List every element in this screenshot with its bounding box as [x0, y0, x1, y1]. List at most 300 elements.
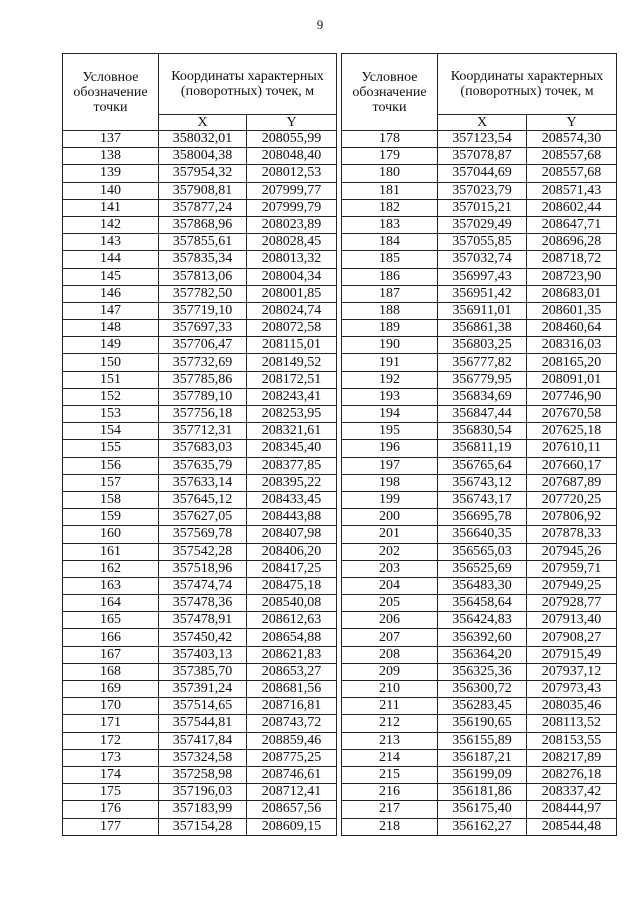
table-row: [342, 784, 617, 801]
point-number-cell: 187: [342, 285, 438, 302]
x-coordinate-cell: 356187,21: [438, 749, 527, 766]
point-number-cell: 141: [63, 199, 159, 216]
point-number-cell: 137: [63, 131, 159, 148]
point-number-cell: 138: [63, 148, 159, 165]
y-coordinate-cell: 208004,34: [247, 268, 337, 285]
y-coordinate-cell: 208276,18: [527, 766, 617, 783]
table-row: [342, 302, 617, 319]
point-number-cell: 190: [342, 337, 438, 354]
y-coordinate-cell: 208723,90: [527, 268, 617, 285]
y-coordinate-cell: 208072,58: [247, 320, 337, 337]
point-number-cell: 177: [63, 818, 159, 835]
header-x-label: X: [438, 115, 527, 131]
y-coordinate-cell: 208253,95: [247, 406, 337, 423]
y-coordinate-cell: 207806,92: [527, 509, 617, 526]
table-row: [342, 131, 617, 148]
table-row: [63, 629, 337, 646]
table-row: [63, 337, 337, 354]
y-coordinate-cell: 207687,89: [527, 474, 617, 491]
point-number-cell: 215: [342, 766, 438, 783]
y-coordinate-cell: 207913,40: [527, 612, 617, 629]
table-row: [63, 388, 337, 405]
point-number-cell: 173: [63, 749, 159, 766]
y-coordinate-cell: 208165,20: [527, 354, 617, 371]
point-number-cell: 147: [63, 302, 159, 319]
x-coordinate-cell: 356743,17: [438, 491, 527, 508]
x-coordinate-cell: 357542,28: [159, 543, 247, 560]
table-row: [63, 371, 337, 388]
table-row: [342, 629, 617, 646]
x-coordinate-cell: 356811,19: [438, 440, 527, 457]
table-row: [63, 440, 337, 457]
table-row: [63, 131, 337, 148]
table-row: [63, 406, 337, 423]
x-coordinate-cell: 357324,58: [159, 749, 247, 766]
table-row: [342, 388, 617, 405]
x-coordinate-cell: 356640,35: [438, 526, 527, 543]
point-number-cell: 209: [342, 663, 438, 680]
x-coordinate-cell: 357078,87: [438, 148, 527, 165]
y-coordinate-cell: 208683,01: [527, 285, 617, 302]
table-row: [342, 732, 617, 749]
y-coordinate-cell: 208775,25: [247, 749, 337, 766]
y-coordinate-cell: 208035,46: [527, 698, 617, 715]
point-number-cell: 159: [63, 509, 159, 526]
y-coordinate-cell: 208443,88: [247, 509, 337, 526]
point-number-cell: 157: [63, 474, 159, 491]
table-row: [63, 663, 337, 680]
y-coordinate-cell: 208657,56: [247, 801, 337, 818]
point-number-cell: 164: [63, 595, 159, 612]
point-number-cell: 185: [342, 251, 438, 268]
y-coordinate-cell: 208746,61: [247, 766, 337, 783]
table-row: [342, 646, 617, 663]
point-number-cell: 154: [63, 423, 159, 440]
point-number-cell: 149: [63, 337, 159, 354]
table-row: [342, 320, 617, 337]
y-coordinate-cell: 208115,01: [247, 337, 337, 354]
y-coordinate-cell: 208475,18: [247, 577, 337, 594]
y-coordinate-cell: 208716,81: [247, 698, 337, 715]
table-row: [63, 749, 337, 766]
table-row: [342, 251, 617, 268]
point-number-cell: 196: [342, 440, 438, 457]
point-number-cell: 207: [342, 629, 438, 646]
x-coordinate-cell: 357518,96: [159, 560, 247, 577]
point-number-cell: 198: [342, 474, 438, 491]
table-row: [342, 749, 617, 766]
x-coordinate-cell: 357569,78: [159, 526, 247, 543]
x-coordinate-cell: 357855,61: [159, 234, 247, 251]
header-y-label: Y: [527, 115, 617, 131]
x-coordinate-cell: 357183,99: [159, 801, 247, 818]
x-coordinate-cell: 357732,69: [159, 354, 247, 371]
table-row: [63, 148, 337, 165]
y-coordinate-cell: 208395,22: [247, 474, 337, 491]
point-number-cell: 205: [342, 595, 438, 612]
y-coordinate-cell: 207660,17: [527, 457, 617, 474]
y-coordinate-cell: 208712,41: [247, 784, 337, 801]
x-coordinate-cell: 357706,47: [159, 337, 247, 354]
y-coordinate-cell: 208321,61: [247, 423, 337, 440]
y-coordinate-cell: 208153,55: [527, 732, 617, 749]
point-number-cell: 193: [342, 388, 438, 405]
point-number-cell: 140: [63, 182, 159, 199]
point-number-cell: 203: [342, 560, 438, 577]
x-coordinate-cell: 357712,31: [159, 423, 247, 440]
x-coordinate-cell: 357782,50: [159, 285, 247, 302]
coordinates-table-right: [341, 53, 617, 836]
x-coordinate-cell: 356283,45: [438, 698, 527, 715]
x-coordinate-cell: 356830,54: [438, 423, 527, 440]
y-coordinate-cell: 208024,74: [247, 302, 337, 319]
table-row: [63, 423, 337, 440]
point-number-cell: 174: [63, 766, 159, 783]
point-number-cell: 197: [342, 457, 438, 474]
point-number-cell: 155: [63, 440, 159, 457]
x-coordinate-cell: 357417,84: [159, 732, 247, 749]
y-coordinate-cell: 207999,79: [247, 199, 337, 216]
y-coordinate-cell: 208718,72: [527, 251, 617, 268]
x-coordinate-cell: 357015,21: [438, 199, 527, 216]
table-row: [342, 457, 617, 474]
table-row: [63, 457, 337, 474]
x-coordinate-cell: 357627,05: [159, 509, 247, 526]
point-number-cell: 168: [63, 663, 159, 680]
x-coordinate-cell: 357044,69: [438, 165, 527, 182]
x-coordinate-cell: 356300,72: [438, 681, 527, 698]
x-coordinate-cell: 357544,81: [159, 715, 247, 732]
x-coordinate-cell: 356190,65: [438, 715, 527, 732]
point-number-cell: 201: [342, 526, 438, 543]
point-number-cell: 200: [342, 509, 438, 526]
table-row: [63, 285, 337, 302]
x-coordinate-cell: 356181,86: [438, 784, 527, 801]
x-coordinate-cell: 357258,98: [159, 766, 247, 783]
x-coordinate-cell: 357635,79: [159, 457, 247, 474]
table-row: [63, 681, 337, 698]
y-coordinate-cell: 208012,53: [247, 165, 337, 182]
x-coordinate-cell: 356803,25: [438, 337, 527, 354]
table-row: [63, 474, 337, 491]
y-coordinate-cell: 207949,25: [527, 577, 617, 594]
point-number-cell: 204: [342, 577, 438, 594]
y-coordinate-cell: 208149,52: [247, 354, 337, 371]
table-row: [342, 612, 617, 629]
point-number-cell: 208: [342, 646, 438, 663]
point-number-cell: 194: [342, 406, 438, 423]
x-coordinate-cell: 356199,09: [438, 766, 527, 783]
y-coordinate-cell: 208091,01: [527, 371, 617, 388]
table-body-right: [342, 131, 617, 836]
table-row: [63, 543, 337, 560]
x-coordinate-cell: 357478,36: [159, 595, 247, 612]
y-coordinate-cell: 208653,27: [247, 663, 337, 680]
x-coordinate-cell: 357029,49: [438, 216, 527, 233]
table-row: [63, 612, 337, 629]
page-number: 9: [316, 17, 324, 32]
y-coordinate-cell: 208433,45: [247, 491, 337, 508]
point-number-cell: 169: [63, 681, 159, 698]
y-coordinate-cell: 207720,25: [527, 491, 617, 508]
table-row: [342, 595, 617, 612]
y-coordinate-cell: 208647,71: [527, 216, 617, 233]
point-number-cell: 151: [63, 371, 159, 388]
table-row: [63, 354, 337, 371]
y-coordinate-cell: 207610,11: [527, 440, 617, 457]
table-row: [342, 234, 617, 251]
point-number-cell: 217: [342, 801, 438, 818]
y-coordinate-cell: 207973,43: [527, 681, 617, 698]
table-row: [342, 371, 617, 388]
table-row: [63, 268, 337, 285]
y-coordinate-cell: 208023,89: [247, 216, 337, 233]
point-number-cell: 186: [342, 268, 438, 285]
table-row: [342, 663, 617, 680]
x-coordinate-cell: 358004,38: [159, 148, 247, 165]
point-number-cell: 178: [342, 131, 438, 148]
x-coordinate-cell: 357478,91: [159, 612, 247, 629]
y-coordinate-cell: 208696,28: [527, 234, 617, 251]
y-coordinate-cell: 208407,98: [247, 526, 337, 543]
point-number-cell: 148: [63, 320, 159, 337]
x-coordinate-cell: 356861,38: [438, 320, 527, 337]
table-row: [63, 216, 337, 233]
point-number-cell: 150: [63, 354, 159, 371]
table-row: [63, 732, 337, 749]
x-coordinate-cell: 357683,03: [159, 440, 247, 457]
x-coordinate-cell: 357877,24: [159, 199, 247, 216]
y-coordinate-cell: 208602,44: [527, 199, 617, 216]
table-row: [342, 698, 617, 715]
point-number-cell: 199: [342, 491, 438, 508]
point-number-cell: 143: [63, 234, 159, 251]
y-coordinate-cell: 208574,30: [527, 131, 617, 148]
point-number-cell: 146: [63, 285, 159, 302]
table-row: [63, 320, 337, 337]
table-row: [63, 199, 337, 216]
table-row: [63, 698, 337, 715]
header-point-label: Условное обозначение точки: [63, 54, 159, 131]
y-coordinate-cell: 207746,90: [527, 388, 617, 405]
table-row: [342, 268, 617, 285]
y-coordinate-cell: 208055,99: [247, 131, 337, 148]
table-row: [63, 234, 337, 251]
y-coordinate-cell: 207999,77: [247, 182, 337, 199]
y-coordinate-cell: 207625,18: [527, 423, 617, 440]
x-coordinate-cell: 356525,69: [438, 560, 527, 577]
y-coordinate-cell: 208243,41: [247, 388, 337, 405]
point-number-cell: 144: [63, 251, 159, 268]
point-number-cell: 211: [342, 698, 438, 715]
table-row: [342, 474, 617, 491]
header-coordinates-label: Координаты характерных (поворотных) точек, м: [438, 54, 617, 115]
x-coordinate-cell: 356325,36: [438, 663, 527, 680]
x-coordinate-cell: 357813,06: [159, 268, 247, 285]
table-row: [342, 406, 617, 423]
x-coordinate-cell: 357403,13: [159, 646, 247, 663]
y-coordinate-cell: 208113,52: [527, 715, 617, 732]
table-row: [63, 715, 337, 732]
point-number-cell: 192: [342, 371, 438, 388]
point-number-cell: 153: [63, 406, 159, 423]
x-coordinate-cell: 356779,95: [438, 371, 527, 388]
y-coordinate-cell: 208345,40: [247, 440, 337, 457]
x-coordinate-cell: 357756,18: [159, 406, 247, 423]
coordinates-table-left: [62, 53, 337, 836]
point-number-cell: 210: [342, 681, 438, 698]
y-coordinate-cell: 208217,89: [527, 749, 617, 766]
x-coordinate-cell: 357835,34: [159, 251, 247, 268]
y-coordinate-cell: 207878,33: [527, 526, 617, 543]
table-row: [342, 526, 617, 543]
point-number-cell: 182: [342, 199, 438, 216]
table-row: [63, 302, 337, 319]
point-number-cell: 171: [63, 715, 159, 732]
table-row: [342, 577, 617, 594]
x-coordinate-cell: 357633,14: [159, 474, 247, 491]
x-coordinate-cell: 357785,86: [159, 371, 247, 388]
y-coordinate-cell: 208337,42: [527, 784, 617, 801]
point-number-cell: 202: [342, 543, 438, 560]
table-row: [63, 577, 337, 594]
point-number-cell: 195: [342, 423, 438, 440]
y-coordinate-cell: 208172,51: [247, 371, 337, 388]
point-number-cell: 189: [342, 320, 438, 337]
y-coordinate-cell: 208028,45: [247, 234, 337, 251]
x-coordinate-cell: 356483,30: [438, 577, 527, 594]
x-coordinate-cell: 357385,70: [159, 663, 247, 680]
x-coordinate-cell: 357645,12: [159, 491, 247, 508]
x-coordinate-cell: 357908,81: [159, 182, 247, 199]
table-body-left: [63, 131, 337, 836]
point-number-cell: 152: [63, 388, 159, 405]
table-row: [63, 251, 337, 268]
table-row: [342, 182, 617, 199]
point-number-cell: 145: [63, 268, 159, 285]
table-row: [342, 509, 617, 526]
y-coordinate-cell: 208377,85: [247, 457, 337, 474]
point-number-cell: 172: [63, 732, 159, 749]
y-coordinate-cell: 208859,46: [247, 732, 337, 749]
point-number-cell: 175: [63, 784, 159, 801]
table-row: [342, 199, 617, 216]
y-coordinate-cell: 208571,43: [527, 182, 617, 199]
point-number-cell: 167: [63, 646, 159, 663]
y-coordinate-cell: 208621,83: [247, 646, 337, 663]
y-coordinate-cell: 208460,64: [527, 320, 617, 337]
x-coordinate-cell: 357719,10: [159, 302, 247, 319]
y-coordinate-cell: 208013,32: [247, 251, 337, 268]
table-row: [342, 766, 617, 783]
table-row: [342, 818, 617, 835]
table-row: [342, 337, 617, 354]
x-coordinate-cell: 357123,54: [438, 131, 527, 148]
y-coordinate-cell: 207928,77: [527, 595, 617, 612]
table-row: [342, 148, 617, 165]
y-coordinate-cell: 208743,72: [247, 715, 337, 732]
y-coordinate-cell: 208048,40: [247, 148, 337, 165]
table-row: [342, 560, 617, 577]
table-row: [342, 681, 617, 698]
y-coordinate-cell: 208544,48: [527, 818, 617, 835]
point-number-cell: 142: [63, 216, 159, 233]
x-coordinate-cell: 357474,74: [159, 577, 247, 594]
point-number-cell: 214: [342, 749, 438, 766]
table-row: [63, 766, 337, 783]
y-coordinate-cell: 207908,27: [527, 629, 617, 646]
point-number-cell: 206: [342, 612, 438, 629]
header-y-label: Y: [247, 115, 337, 131]
point-number-cell: 158: [63, 491, 159, 508]
table-row: [342, 423, 617, 440]
table-row: [63, 526, 337, 543]
x-coordinate-cell: 358032,01: [159, 131, 247, 148]
y-coordinate-cell: 207945,26: [527, 543, 617, 560]
y-coordinate-cell: 207670,58: [527, 406, 617, 423]
point-number-cell: 170: [63, 698, 159, 715]
point-number-cell: 160: [63, 526, 159, 543]
table-row: [342, 491, 617, 508]
x-coordinate-cell: 356175,40: [438, 801, 527, 818]
table-row: [63, 818, 337, 835]
point-number-cell: 139: [63, 165, 159, 182]
x-coordinate-cell: 356777,82: [438, 354, 527, 371]
x-coordinate-cell: 357789,10: [159, 388, 247, 405]
x-coordinate-cell: 357154,28: [159, 818, 247, 835]
y-coordinate-cell: 208654,88: [247, 629, 337, 646]
y-coordinate-cell: 207915,49: [527, 646, 617, 663]
table-row: [342, 543, 617, 560]
point-number-cell: 216: [342, 784, 438, 801]
x-coordinate-cell: 356565,03: [438, 543, 527, 560]
x-coordinate-cell: 357450,42: [159, 629, 247, 646]
x-coordinate-cell: 356458,64: [438, 595, 527, 612]
y-coordinate-cell: 208601,35: [527, 302, 617, 319]
y-coordinate-cell: 208557,68: [527, 148, 617, 165]
y-coordinate-cell: 208444,97: [527, 801, 617, 818]
x-coordinate-cell: 357954,32: [159, 165, 247, 182]
point-number-cell: 218: [342, 818, 438, 835]
table-row: [342, 440, 617, 457]
point-number-cell: 179: [342, 148, 438, 165]
point-number-cell: 184: [342, 234, 438, 251]
table-row: [63, 801, 337, 818]
x-coordinate-cell: 356364,20: [438, 646, 527, 663]
header-point-label: Условное обозначение точки: [342, 54, 438, 131]
y-coordinate-cell: 207959,71: [527, 560, 617, 577]
x-coordinate-cell: 356847,44: [438, 406, 527, 423]
point-number-cell: 213: [342, 732, 438, 749]
point-number-cell: 161: [63, 543, 159, 560]
table-row: [63, 509, 337, 526]
table-row: [63, 784, 337, 801]
point-number-cell: 212: [342, 715, 438, 732]
point-number-cell: 165: [63, 612, 159, 629]
x-coordinate-cell: 357055,85: [438, 234, 527, 251]
y-coordinate-cell: 208540,08: [247, 595, 337, 612]
x-coordinate-cell: 356951,42: [438, 285, 527, 302]
x-coordinate-cell: 357868,96: [159, 216, 247, 233]
y-coordinate-cell: 208406,20: [247, 543, 337, 560]
x-coordinate-cell: 356424,83: [438, 612, 527, 629]
y-coordinate-cell: 208681,56: [247, 681, 337, 698]
table-row: [63, 165, 337, 182]
table-row: [63, 491, 337, 508]
table-row: [63, 646, 337, 663]
table-row: [342, 715, 617, 732]
table-row: [342, 165, 617, 182]
